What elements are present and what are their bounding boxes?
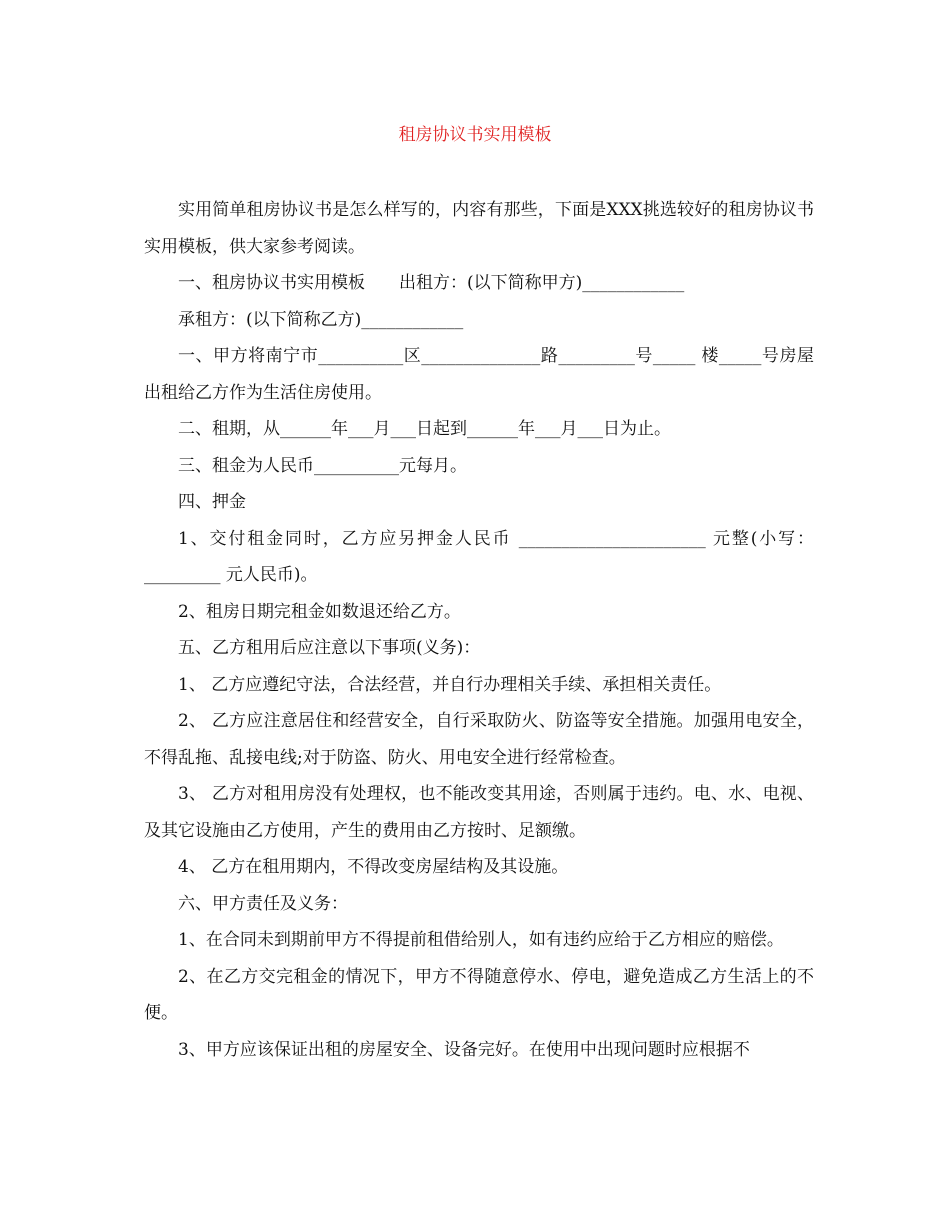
paragraph-term: 二、租期，从______年___月___日起到______年___月___日为止。	[178, 419, 671, 439]
paragraph-deposit-1: 1、交付租金同时，乙方应另押金人民币 ______________________ 元整(小写：_________ 元人民币)。	[144, 528, 814, 585]
paragraph-lessee-duty-3: 3、 乙方对租用房没有处理权，也不能改变其用途，否则属于违约。电、水、电视、及其它设施由乙方使用，产生的费用由乙方按时、足额缴。	[144, 784, 814, 841]
paragraph-lessee-duty-2: 2、 乙方应注意居住和经营安全，自行采取防火、防盗等安全措施。加强用电安全，不得乱拖、乱接电线;对于防盗、防火、用电安全进行经常检查。	[144, 711, 814, 768]
paragraph-rent: 三、租金为人民币__________元每月。	[178, 455, 467, 476]
paragraph-lessor-duty-1: 1、在合同未到期前甲方不得提前租借给别人，如有违约应给于乙方相应的赔偿。	[178, 930, 784, 950]
document-body	[144, 192, 814, 1068]
paragraph-premises: 一、甲方将南宁市__________区______________路_________号_____ 楼_____号房屋出租给乙方作为生活住房使用。	[144, 346, 814, 403]
paragraph-lessee-duties-heading: 五、乙方租用后应注意以下事项(义务)：	[178, 638, 481, 658]
paragraph-lessor-duty-3: 3、甲方应该保证出租的房屋安全、设备完好。在使用中出现问题时应根据不	[178, 1039, 750, 1060]
paragraph-intro: 实用简单租房协议书是怎么样写的，内容有那些，下面是XXX挑选较好的租房协议书实用模板，供大家参考阅读。	[144, 200, 814, 257]
paragraph-lessor-duties-heading: 六、甲方责任及义务：	[178, 893, 348, 914]
document-title: 租房协议书实用模板	[398, 125, 552, 145]
paragraph-lessee-duty-4: 4、 乙方在租用期内，不得改变房屋结构及其设施。	[178, 857, 569, 877]
paragraph-deposit-heading: 四、押金	[178, 492, 246, 512]
paragraph-deposit-2: 2、租房日期完租金如数退还给乙方。	[178, 601, 461, 622]
paragraph-lessor-duty-2: 2、在乙方交完租金的情况下，甲方不得随意停水、停电，避免造成乙方生活上的不便。	[144, 966, 814, 1023]
paragraph-lessee-duty-1: 1、 乙方应遵纪守法，合法经营，并自行办理相关手续、承担相关责任。	[178, 674, 722, 695]
paragraph-lessor: 一、租房协议书实用模板 出租方：(以下简称甲方)____________	[178, 273, 685, 293]
paragraph-lessee: 承租方：(以下简称乙方)____________	[178, 309, 464, 330]
